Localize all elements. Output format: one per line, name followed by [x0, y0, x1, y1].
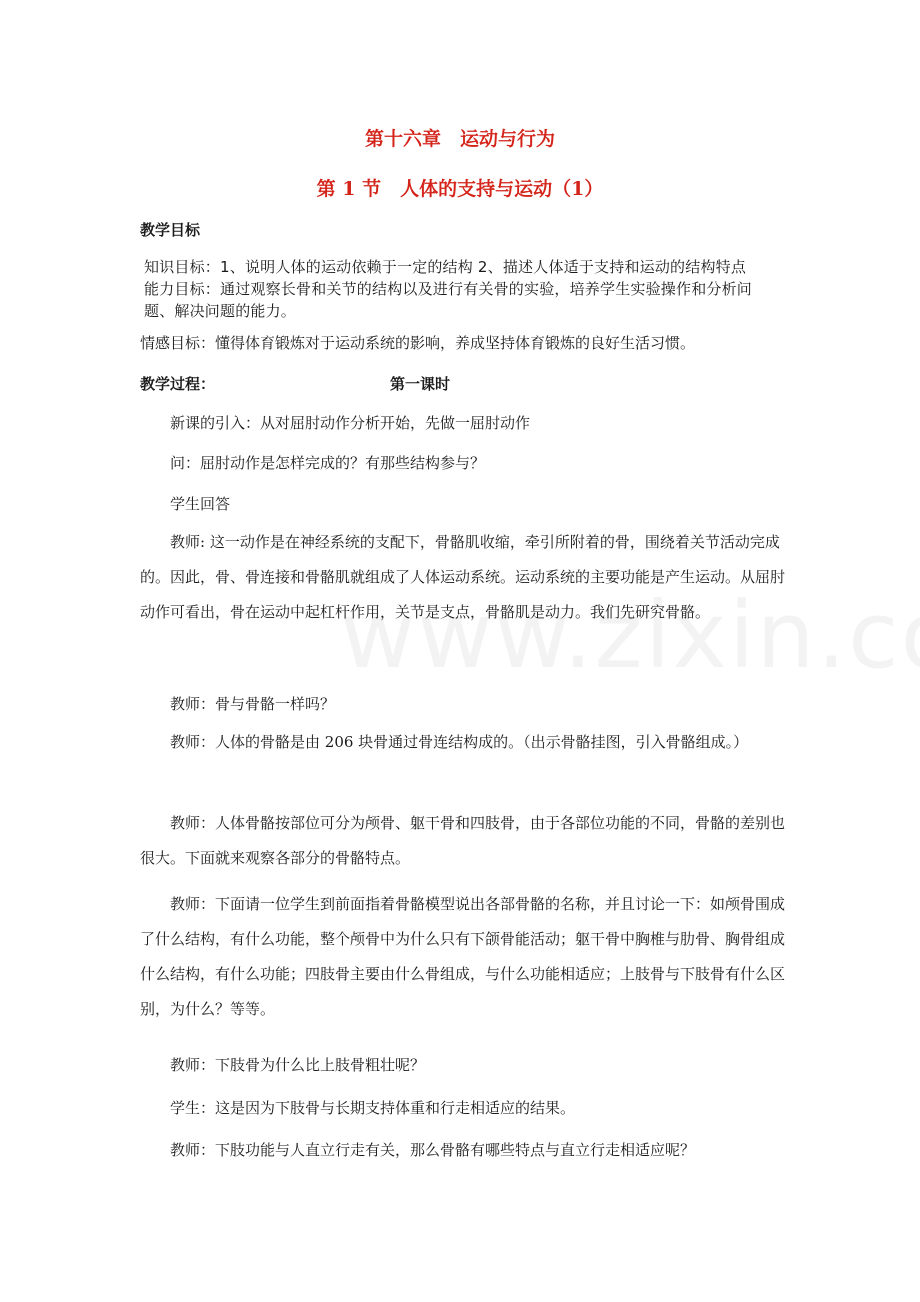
teacher-paragraph-5: 教师：下面请一位学生到前面指着骨骼模型说出各部骨骼的名称，并且讨论一下：如颅骨围成了什么结构，有什么功能，整个颅骨中为什么只有下颌骨能活动；躯干骨中胸椎与肋骨、胸骨组成什么结构，有什么功能；四肢骨主要由什么骨组成，与什么功能相适应；上肢骨与下肢骨有什么区别，为什么？等等。 [140, 895, 786, 1018]
student-paragraph: 学生：这是因为下肢骨与长期支持体重和行走相适应的结果。 [170, 1099, 576, 1117]
ability-objective-line-2: 题、解决问题的能力。 [144, 302, 297, 320]
teacher-paragraph-2: 教师：骨与骨骼一样吗？ [170, 695, 336, 713]
question-line: 问：屈肘动作是怎样完成的？有那些结构参与？ [170, 454, 486, 472]
teacher-paragraph-3: 教师：人体的骨骼是由 206 块骨通过骨连结构成的。（出示骨骼挂图，引入骨骼组成。） [170, 733, 749, 751]
student-answer-line: 学生回答 [170, 495, 231, 513]
teacher-paragraph-6: 教师：下肢骨为什么比上肢骨粗壮呢？ [170, 1056, 426, 1074]
knowledge-objective: 知识目标：1、说明人体的运动依赖于一定的结构 2、描述人体适于支持和运动的结构特点 [144, 258, 747, 276]
ability-objective-line-1: 能力目标：通过观察长骨和关节的结构以及进行有关骨的实验，培养学生实验操作和分析问 [144, 280, 753, 298]
emotion-objective: 情感目标：懂得体育锻炼对于运动系统的影响，养成坚持体育锻炼的良好生活习惯。 [140, 334, 696, 352]
teacher-paragraph-4: 教师：人体骨骼按部位可分为颅骨、躯干骨和四肢骨，由于各部位功能的不同，骨骼的差别也很大。下面就来观察各部分的骨骼特点。 [140, 814, 786, 867]
teacher-paragraph-1: 教师: 这一动作是在神经系统的支配下，骨骼肌收缩，牵引所附着的骨，围绕着关节活动完成的。因此，骨、骨连接和骨骼肌就组成了人体运动系统。运动系统的主要功能是产生运动。从屈肘动作可看出，骨在运动中起杠杆作用，关节是支点，骨骼肌是动力。我们先研究骨骼。 [140, 533, 786, 621]
period-label: 第一课时 [390, 375, 451, 393]
lesson-intro: 新课的引入：从对屈肘动作分析开始，先做一屈肘动作 [170, 414, 531, 432]
objectives-heading: 教学目标 [140, 221, 201, 239]
chapter-title: 第十六章 运动与行为 [364, 128, 555, 150]
section-title: 第 1 节 人体的支持与运动（1） [316, 178, 604, 200]
process-heading: 教学过程： [140, 375, 216, 393]
teacher-paragraph-8: 教师：下肢功能与人直立行走有关，那么骨骼有哪些特点与直立行走相适应呢？ [170, 1141, 696, 1159]
